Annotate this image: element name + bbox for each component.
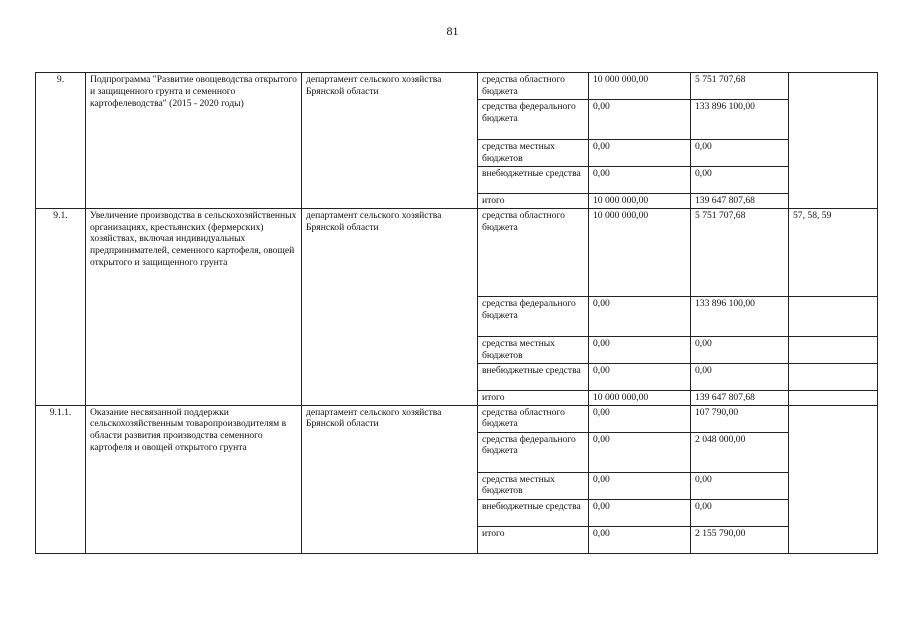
amount-cell: 0,00: [589, 167, 691, 194]
amount-cell: 0,00: [589, 526, 691, 553]
amount-cell: 0,00: [589, 100, 691, 140]
table-row: [36, 73, 878, 100]
amount-cell: 0,00: [691, 140, 789, 167]
row-number: 9.1.: [36, 208, 86, 405]
amount-cell: 10 000 000,00: [589, 73, 691, 100]
funding-source: внебюджетные средства: [478, 167, 589, 194]
measure-name: Увеличение производства в сельскохозяйственных организациях, крестьянских (фермерских) хозяйствах, включая индивидуальных предпринимателей, семенного картофеля, овощей открытого и защищенного грунта: [86, 208, 302, 405]
funding-source: итого: [478, 526, 589, 553]
funding-source: внебюджетные средства: [478, 363, 589, 390]
measure-name: Оказание несвязанной поддержки сельскохозяйственным товаропроизводителям в области развития производства семенного картофеля и овощей открытого грунта: [86, 405, 302, 553]
amount-cell: 0,00: [589, 499, 691, 526]
amount-cell: 0,00: [589, 363, 691, 390]
amount-cell: 0,00: [589, 336, 691, 363]
funding-source: итого: [478, 390, 589, 405]
amount-cell: 133 896 100,00: [691, 296, 789, 336]
funding-source: средства федерального бюджета: [478, 100, 589, 140]
amount-cell: 0,00: [589, 405, 691, 432]
amount-cell: 2 048 000,00: [691, 432, 789, 472]
amount-cell: 0,00: [691, 499, 789, 526]
indicators: [789, 73, 878, 209]
amount-cell: 139 647 807,68: [691, 194, 789, 209]
amount-cell: 0,00: [691, 363, 789, 390]
indicators: [789, 405, 878, 553]
amount-cell: 5 751 707,68: [691, 73, 789, 100]
amount-cell: 133 896 100,00: [691, 100, 789, 140]
amount-cell: 10 000 000,00: [589, 390, 691, 405]
amount-cell: 0,00: [691, 472, 789, 499]
page-number: 81: [446, 24, 459, 38]
funding-source: средства областного бюджета: [478, 73, 589, 100]
indicators: 57, 58, 59: [789, 208, 878, 296]
amount-cell: 10 000 000,00: [589, 194, 691, 209]
row-number: 9.: [36, 73, 86, 209]
row-number: 9.1.1.: [36, 405, 86, 553]
amount-cell: 0,00: [589, 432, 691, 472]
amount-cell: 0,00: [691, 336, 789, 363]
executor: департамент сельского хозяйства Брянской области: [302, 73, 478, 209]
measure-name: Подпрограмма "Развитие овощеводства открытого и защищенного грунта и семенного картофелеводства" (2015 - 2020 годы): [86, 73, 302, 209]
amount-cell: 2 155 790,00: [691, 526, 789, 553]
executor: департамент сельского хозяйства Брянской области: [302, 208, 478, 405]
amount-cell: 10 000 000,00: [589, 208, 691, 296]
amount-cell: 5 751 707,68: [691, 208, 789, 296]
amount-cell: 107 790,00: [691, 405, 789, 432]
funding-source: средства федерального бюджета: [478, 296, 589, 336]
funding-source: средства областного бюджета: [478, 208, 589, 296]
amount-cell: 0,00: [589, 140, 691, 167]
amount-cell: 0,00: [691, 167, 789, 194]
funding-source: средства местных бюджетов: [478, 472, 589, 499]
funding-source: средства федерального бюджета: [478, 432, 589, 472]
funding-source: средства местных бюджетов: [478, 140, 589, 167]
amount-cell: 0,00: [589, 472, 691, 499]
executor: департамент сельского хозяйства Брянской области: [302, 405, 478, 553]
funding-source: средства местных бюджетов: [478, 336, 589, 363]
funding-source: внебюджетные средства: [478, 499, 589, 526]
table-row: [36, 405, 878, 432]
funding-source: средства областного бюджета: [478, 405, 589, 432]
amount-cell: 139 647 807,68: [691, 390, 789, 405]
budget-table: [35, 72, 878, 554]
table-row: [36, 208, 878, 296]
amount-cell: 0,00: [589, 296, 691, 336]
funding-source: итого: [478, 194, 589, 209]
